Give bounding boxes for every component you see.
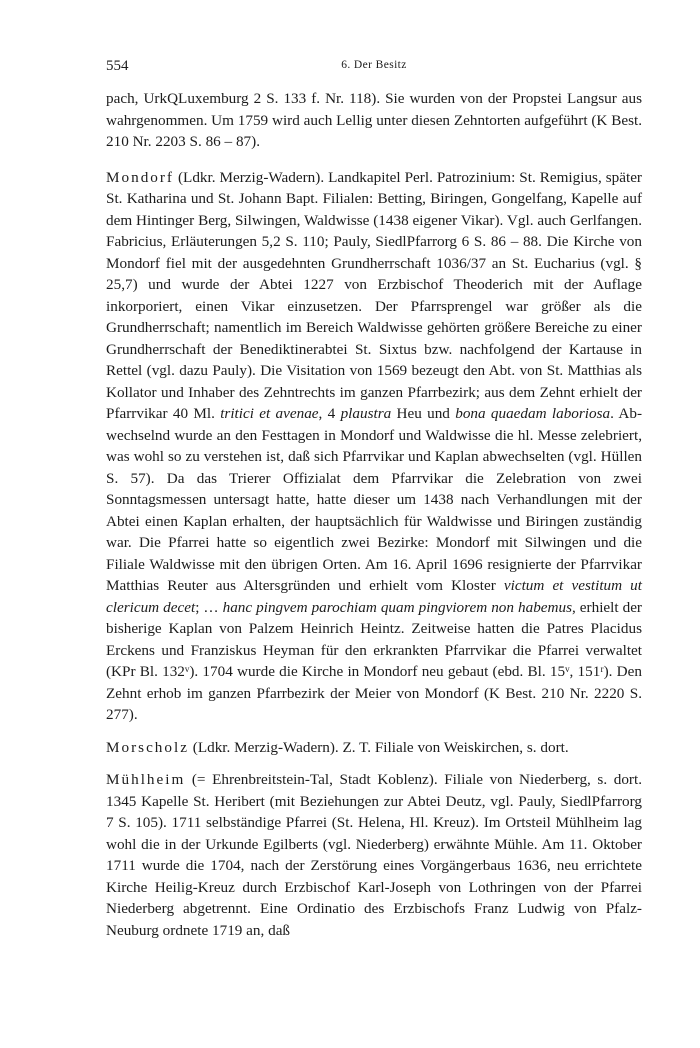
text-segment: (Ldkr. Merzig-Wadern). Landkapitel Perl. Patrozinium: St. Remigius, später St. Katharina und St. Johann Bapt. Filialen: Betting, Biringen, Gongelfang, Kapelle auf dem Hintinger Berg, Silwingen, Waldwisse (1438 eigener Vikar). Vgl. auch Gerlfangen. Fabricius, Erläuterungen 5,2 S. 110; Pauly, SiedlPfarrorg 6 S. 86 – 88. Die Kirche von Mondorf fiel mit der ausgedehnten Grundherrschaft 1036/37 an St. Eucharius (vgl. § 25,7) und wurde der Abtei 1227 von Erzbischof Theoderich mit der Auflage inkorporiert, einen Vikar einzusetzen. Der Pfarrsprengel war größer als die Grundherrschaft; namentlich im Bereich Waldwisse gehörten größere Bereiche zu einer Grundherrschaft der Benediktinerabtei St. Sixtus bzw. nachfolgend der Kartause in Rettel (vgl. dazu Pauly). Die Visitation von 1569 bezeugt den Abt. von St. Matthias als Kollator und Inhaber des Zehntrechts im ganzen Pfarrbezirk; aus dem Zehnt erhielt der Pfarrvikar 40 Ml. <box>106 168 642 422</box>
latin-quote: plaustra <box>340 405 392 422</box>
page-header <box>106 58 642 88</box>
book-page <box>106 58 642 952</box>
text-segment: , 4 <box>318 405 341 422</box>
latin-quote: victum et vestitum ut clericum decet <box>106 577 642 616</box>
place-name: Mühlheim <box>106 771 186 788</box>
paragraph-mondorf <box>106 167 642 726</box>
text-segment: , erhielt der bisherige Kaplan von Palzem Heinrich Heintz. Zeitweise hatten die Patres Placidus Erckens und Franziskus Heyman für den erkrankten Pfarrvikar die Pfarrei verwaltet (KPr Bl. 132ᵛ). 1704 wurde die Kirche in Mondorf neu gebaut (ebd. Bl. 15ᵛ, 151ʳ). Den Zehnt erhob im ganzen Pfarrbezirk der Meier von Mondorf (K Best. 210 Nr. 2220 S. 277). <box>106 598 642 723</box>
paragraph-muehlheim <box>106 769 642 941</box>
text-segment: pach, UrkQLuxemburg 2 S. 133 f. Nr. 118). Sie wurden von der Propstei Langsur aus wahrgenommen. Um 1759 wird auch Lellig unter diesen Zehntorten aufgeführt (K Best. 210 Nr. 2203 S. 86 – 87). <box>106 90 642 150</box>
paragraph-continuation <box>106 88 642 153</box>
text-segment: (= Ehrenbreitstein-Tal, Stadt Koblenz). Filiale von Niederberg, s. dort. 1345 Kapelle St. Heribert (mit Beziehungen zur Abtei Deutz, vgl. Pauly, SiedlPfarrorg 7 S. 105). 1711 selbständige Pfarrei (St. Helena, Hl. Kreuz). Im Ortsteil Mühlheim lag wohl die in der Urkunde Egilberts (vgl. Niederberg) erwähnte Mühle. Am 11. Oktober 1711 wurde die 1704, nach der Zerstörung eines Vorgängerbaus 1636, neu errichtete Kirche Heilig-Kreuz durch Erzbischof Karl-Joseph von Lothringen von der Pfarrei Niederberg abgetrennt. Eine Ordinatio des Erzbischofs Franz Ludwig von Pfalz-Neuburg ordnete 1719 an, daß <box>106 771 642 939</box>
text-segment: (Ldkr. Merzig-Wadern). Z. T. Filiale von Weiskirchen, s. dort. <box>188 738 569 756</box>
latin-quote: tritici et avenae <box>220 405 319 422</box>
latin-quote: hanc pingvem parochiam quam pingviorem non habemus <box>222 598 572 616</box>
text-segment: Heu und <box>391 405 456 422</box>
running-head: 6. Der Besitz <box>341 59 407 71</box>
latin-quote: bona quaedam laboriosa <box>455 405 611 422</box>
text-segment: . Abwechselnd wurde an den Festtagen in Mondorf und Waldwisse die hl. Messe zelebriert, was wohl so zu verstehen ist, daß sich Pfarrvikar und Kaplan abwechselten (vgl. Hüllen S. 57). Da das Trierer Offizialat dem Pfarrvikar die Zelebration von zwei Sonntagsmessen untersagt hatte, hatte dieser um 1438 nach Verhandlungen mit der Abtei einen Kaplan erhalten, der hauptsächlich für Waldwisse und Biringen zuständig war. Die Pfarrei hatte so eigentlich zwei Bezirke: Mondorf mit Silwingen und die Filiale Waldwisse mit den übrigen Orten. Am 16. April 1696 resignierte der Pfarrvikar Matthias Reuter aus Altersgründen und erhielt vom Kloster <box>106 405 643 594</box>
page-number: 554 <box>106 58 129 74</box>
paragraph-morscholz <box>106 737 642 759</box>
text-segment: ; … <box>195 598 223 616</box>
place-name: Mondorf <box>106 168 174 186</box>
place-name: Morscholz <box>106 738 189 756</box>
